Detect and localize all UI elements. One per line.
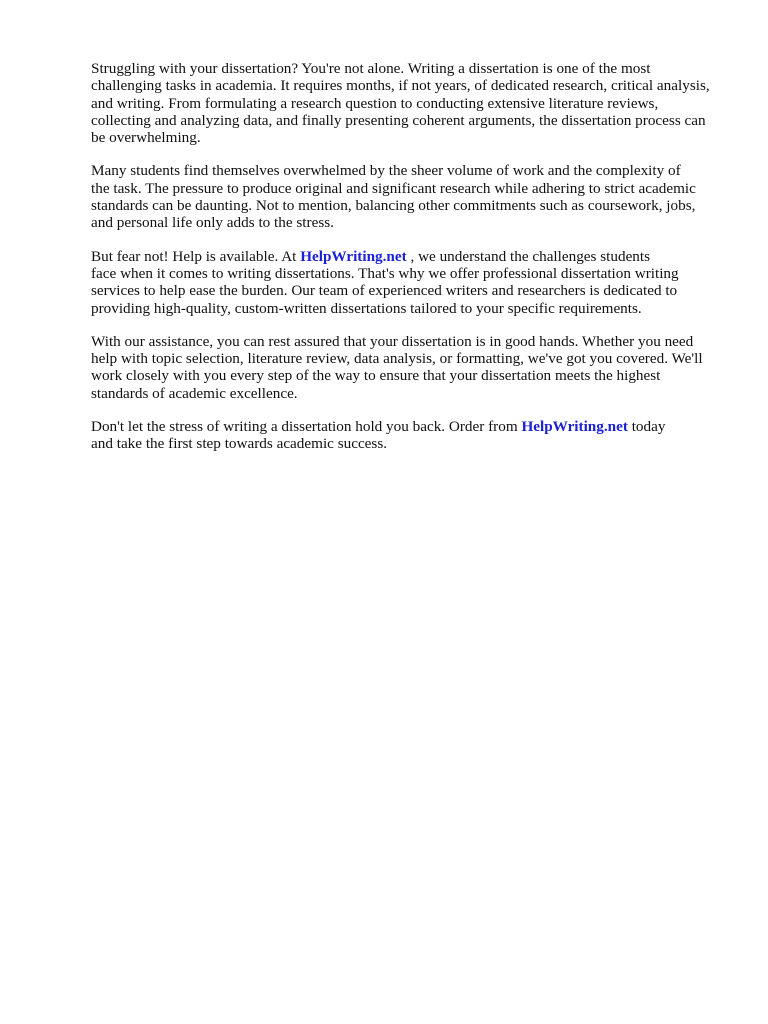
paragraph-assistance: With our assistance, you can rest assured that your dissertation is in good hands. Whether you need help with topic selection, literature review, data analysis, or formatting, we've got you covered. We'll work closely with you every step of the way to ensure that your dissertation meets the highest standards of academic excellence. xyxy=(91,332,703,402)
paragraph-help-text-before: But fear not! Help is available. At xyxy=(91,247,301,265)
paragraph-cta-text-before: Don't let the stress of writing a dissertation hold you back. Order from xyxy=(91,418,522,436)
paragraph-overwhelmed: Many students find themselves overwhelmed by the sheer volume of work and the complexity of the task. The pressure to produce original and significant research while adhering to strict academic standards can be daunting. Not to mention, balancing other commitments such as coursework, jobs, and personal life only adds to the stress. xyxy=(91,162,696,232)
paragraph-intro: Struggling with your dissertation? You're not alone. Writing a dissertation is one of the most challenging tasks in academia. It requires months, if not years, of dedicated research, critical analysis, and writing. From formulating a research question to conducting extensive literature reviews, collecting and analyzing data, and finally presenting coherent arguments, the dissertation process can be overwhelming. xyxy=(91,60,710,147)
document-body xyxy=(91,60,725,469)
helpwriting-order-link[interactable]: HelpWriting.net xyxy=(521,418,628,436)
paragraph-cta-text-after: today and take the first step towards academic success. xyxy=(91,418,666,453)
helpwriting-link[interactable]: HelpWriting.net xyxy=(300,247,407,265)
paragraph-help-text-after: , we understand the challenges students face when it comes to writing dissertations. That's why we offer professional dissertation writing services to help ease the burden. Our team of experienced writers and researchers is dedicated to providing high-quality, custom-written dissertations tailored to your specific requirements. xyxy=(91,247,679,317)
paragraph-call-to-action xyxy=(91,418,725,453)
paragraph-help-available xyxy=(91,248,725,317)
